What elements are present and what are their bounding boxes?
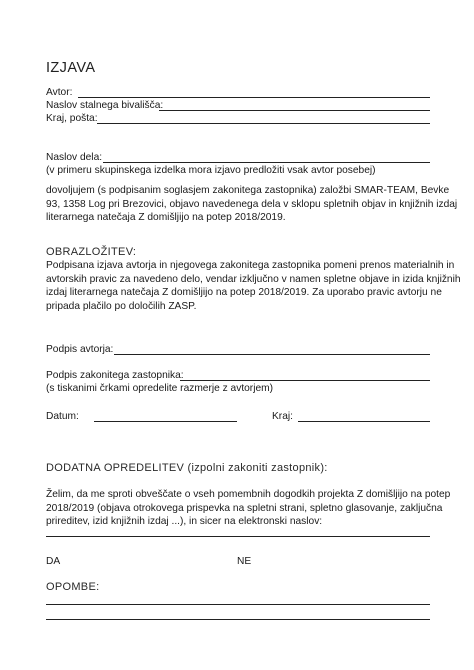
address-label: Naslov stalnega bivališča: — [46, 100, 164, 111]
explanation-paragraph — [46, 259, 461, 313]
date-label: Datum: — [46, 411, 79, 422]
work-title-field[interactable] — [103, 162, 430, 163]
author-field[interactable] — [78, 97, 430, 98]
wish-line: 2018/2019 (objava otrokovega prispevka na spletni strani, spletno glasovanje, zaključna — [46, 502, 443, 514]
explanation-heading: OBRAZLOŽITEV: — [46, 246, 137, 258]
guardian-note: (s tiskanimi črkami opredelite razmerje z avtorjem) — [46, 383, 274, 394]
author-signature-label: Podpis avtorja: — [46, 344, 114, 355]
date-field[interactable] — [94, 421, 237, 422]
explanation-line: Podpisana izjava avtorja in njegovega zakonitega zastopnika pomeni prenos materialnih in — [46, 260, 455, 271]
author-signature-field[interactable] — [114, 354, 430, 355]
email-field[interactable] — [46, 536, 430, 537]
remarks-label: OPOMBE: — [46, 581, 100, 593]
work-title-label: Naslov dela: — [46, 152, 103, 163]
consent-line: 93, 1358 Log pri Brezovici, objavo navedenega dela v sklopu spletnih objav in knjižnih izdaj — [46, 198, 458, 210]
explanation-line: avtorskih pravic za navedeno delo, vendar izključno v namen spletne objave in izida knjižnih — [46, 273, 461, 285]
place-label: Kraj: — [272, 411, 293, 422]
additional-heading: DODATNA OPREDELITEV (izpolni zakoniti zastopnik): — [46, 462, 328, 474]
no-option[interactable]: NE — [237, 556, 252, 567]
yes-option[interactable]: DA — [46, 556, 61, 567]
wish-line: prireditev, izid knjižnih izdaj ...), in sicer na elektronski naslov: — [46, 516, 323, 527]
form-title: IZJAVA — [46, 60, 96, 76]
guardian-signature-field[interactable] — [180, 380, 430, 381]
work-title-note: (v primeru skupinskega izdelka mora izjavo predložiti vsak avtor posebej) — [46, 165, 376, 176]
remarks-line[interactable] — [46, 619, 430, 620]
city-label: Kraj, pošta: — [46, 113, 98, 124]
address-field[interactable] — [159, 110, 430, 111]
explanation-line: izdaj literarnega natečaja Z domišljijo na potep 2018/2019. Za uporabo pravic avtorju ne — [46, 287, 442, 298]
consent-line: dovoljujem (s podpisanim soglasjem zakonitega zastopnika) založbi SMAR-TEAM, Bevke — [46, 185, 450, 196]
wish-line: Želim, da me sproti obveščate o vseh pomembnih dogodkih projekta Z domišljijo na potep — [46, 489, 451, 500]
author-label: Avtor: — [46, 87, 73, 98]
wish-paragraph — [46, 488, 451, 529]
guardian-signature-label: Podpis zakonitega zastopnika: — [46, 370, 184, 381]
city-field[interactable] — [97, 123, 430, 124]
remarks-line[interactable] — [46, 604, 430, 605]
explanation-line: pripada plačilo po določilih ZASP. — [46, 300, 197, 312]
consent-paragraph — [46, 184, 458, 225]
consent-line: literarnega natečaja Z domišljijo na potep 2018/2019. — [46, 212, 286, 223]
place-field[interactable] — [298, 421, 430, 422]
